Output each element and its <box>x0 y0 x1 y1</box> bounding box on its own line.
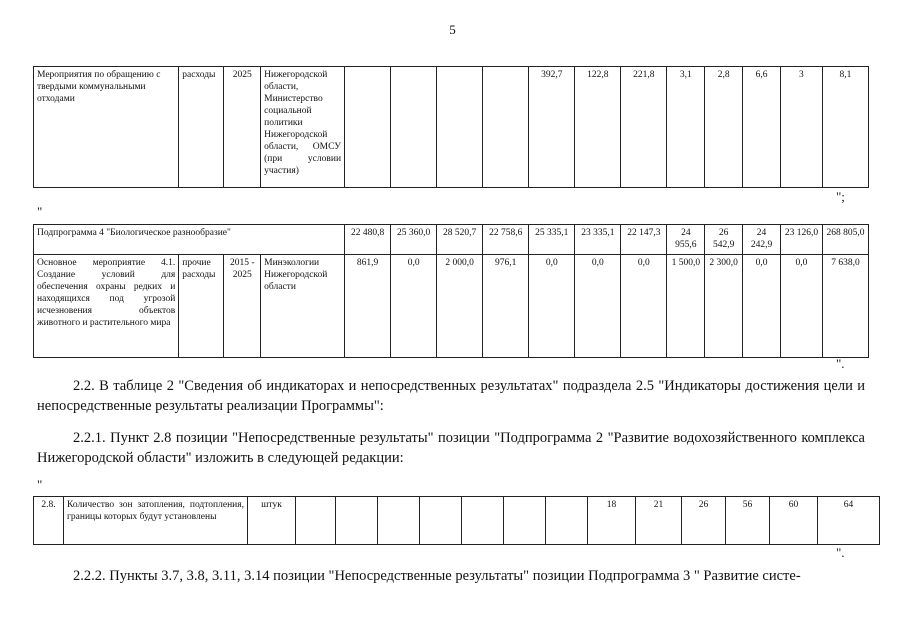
executor: Минэкологии Нижегородской области <box>261 255 345 358</box>
value-cell: 22 758,6 <box>483 225 529 255</box>
value-cell <box>462 497 504 545</box>
value-cell: 64 <box>818 497 880 545</box>
value-cell: 2 300,0 <box>705 255 743 358</box>
closing-quote: ". <box>836 545 845 560</box>
value-cell: 18 <box>588 497 636 545</box>
value-cell: 3 <box>780 67 822 188</box>
table-tko <box>33 66 869 188</box>
value-cell <box>420 497 462 545</box>
value-cell: 28 520,7 <box>437 225 483 255</box>
table-row <box>34 497 880 545</box>
value-cell: 268 805,0 <box>822 225 868 255</box>
event-name: Основное мероприятие 4.1. Создание условий для обеспечения охраны редких и находящихся под угрозой исчезновения объектов животного и растительного мира <box>34 255 179 358</box>
table-biodiversity <box>33 224 869 358</box>
value-cell: 56 <box>726 497 770 545</box>
value-cell: 3,1 <box>667 67 705 188</box>
value-cell: 26 542,9 <box>705 225 743 255</box>
expense-type: расходы <box>179 67 224 188</box>
indicator-name: Количество зон затопления, подтопления, границы которых будут установлены <box>64 497 248 545</box>
value-cell: 23 335,1 <box>575 225 621 255</box>
value-cell: 0,0 <box>391 255 437 358</box>
value-cell: 22 480,8 <box>345 225 391 255</box>
value-cell: 392,7 <box>529 67 575 188</box>
value-cell: 24 242,9 <box>743 225 781 255</box>
value-cell: 221,8 <box>621 67 667 188</box>
table-results <box>33 496 880 545</box>
value-cell: 0,0 <box>621 255 667 358</box>
paragraph-2-2-1: 2.2.1. Пункт 2.8 позиции "Непосредственные результаты" позиции "Подпрограмма 2 "Развитие водохозяйственного комплекса Нижегородской области" изложить в следующей редакции: <box>37 430 865 466</box>
value-cell: 6,6 <box>743 67 781 188</box>
page-number: 5 <box>449 22 456 37</box>
value-cell <box>296 497 336 545</box>
table-row <box>34 255 869 358</box>
value-cell: 26 <box>682 497 726 545</box>
value-cell: 2 000,0 <box>437 255 483 358</box>
subprogram-name: Подпрограмма 4 "Биологическое разнообразие" <box>34 225 345 255</box>
value-cell <box>483 67 529 188</box>
value-cell: 24 955,6 <box>667 225 705 255</box>
years: 2025 <box>224 67 261 188</box>
paragraph-2-2-2: 2.2.2. Пункты 3.7, 3.8, 3.11, 3.14 позиции "Непосредственные результаты" позиции Подпрограмма 3 " Развитие систе- <box>73 568 801 584</box>
value-cell <box>378 497 420 545</box>
value-cell: 8,1 <box>822 67 868 188</box>
value-cell <box>546 497 588 545</box>
closing-quote: ". <box>836 356 845 371</box>
opening-quote: " <box>37 204 43 219</box>
value-cell: 7 638,0 <box>822 255 868 358</box>
value-cell: 1 500,0 <box>667 255 705 358</box>
value-cell: 21 <box>636 497 682 545</box>
value-cell: 2,8 <box>705 67 743 188</box>
value-cell: 0,0 <box>743 255 781 358</box>
years: 2015 - 2025 <box>224 255 261 358</box>
unit: штук <box>248 497 296 545</box>
value-cell: 0,0 <box>529 255 575 358</box>
executor: Нижегородской области, Министерство социальной политики Нижегородской области, ОМСУ (при условии участия) <box>261 67 345 188</box>
table-row <box>34 225 869 255</box>
value-cell: 976,1 <box>483 255 529 358</box>
value-cell: 861,9 <box>345 255 391 358</box>
value-cell <box>391 67 437 188</box>
value-cell: 0,0 <box>575 255 621 358</box>
value-cell: 122,8 <box>575 67 621 188</box>
closing-quote: "; <box>836 189 845 204</box>
value-cell: 23 126,0 <box>780 225 822 255</box>
table-row <box>34 67 869 188</box>
value-cell: 25 360,0 <box>391 225 437 255</box>
value-cell: 0,0 <box>780 255 822 358</box>
value-cell <box>336 497 378 545</box>
value-cell <box>504 497 546 545</box>
expense-type: прочие расходы <box>179 255 224 358</box>
event-name: Мероприятия по обращению с твердыми коммунальными отходами <box>34 67 179 188</box>
opening-quote: " <box>37 477 43 492</box>
value-cell: 60 <box>770 497 818 545</box>
value-cell <box>437 67 483 188</box>
paragraph-2-2: 2.2. В таблице 2 "Сведения об индикаторах и непосредственных результатах" подраздела 2.5 "Индикаторы достижения цели и непосредственные результаты реализации Программы": <box>37 378 865 414</box>
item-number: 2.8. <box>34 497 64 545</box>
value-cell: 22 147,3 <box>621 225 667 255</box>
value-cell <box>345 67 391 188</box>
value-cell: 25 335,1 <box>529 225 575 255</box>
